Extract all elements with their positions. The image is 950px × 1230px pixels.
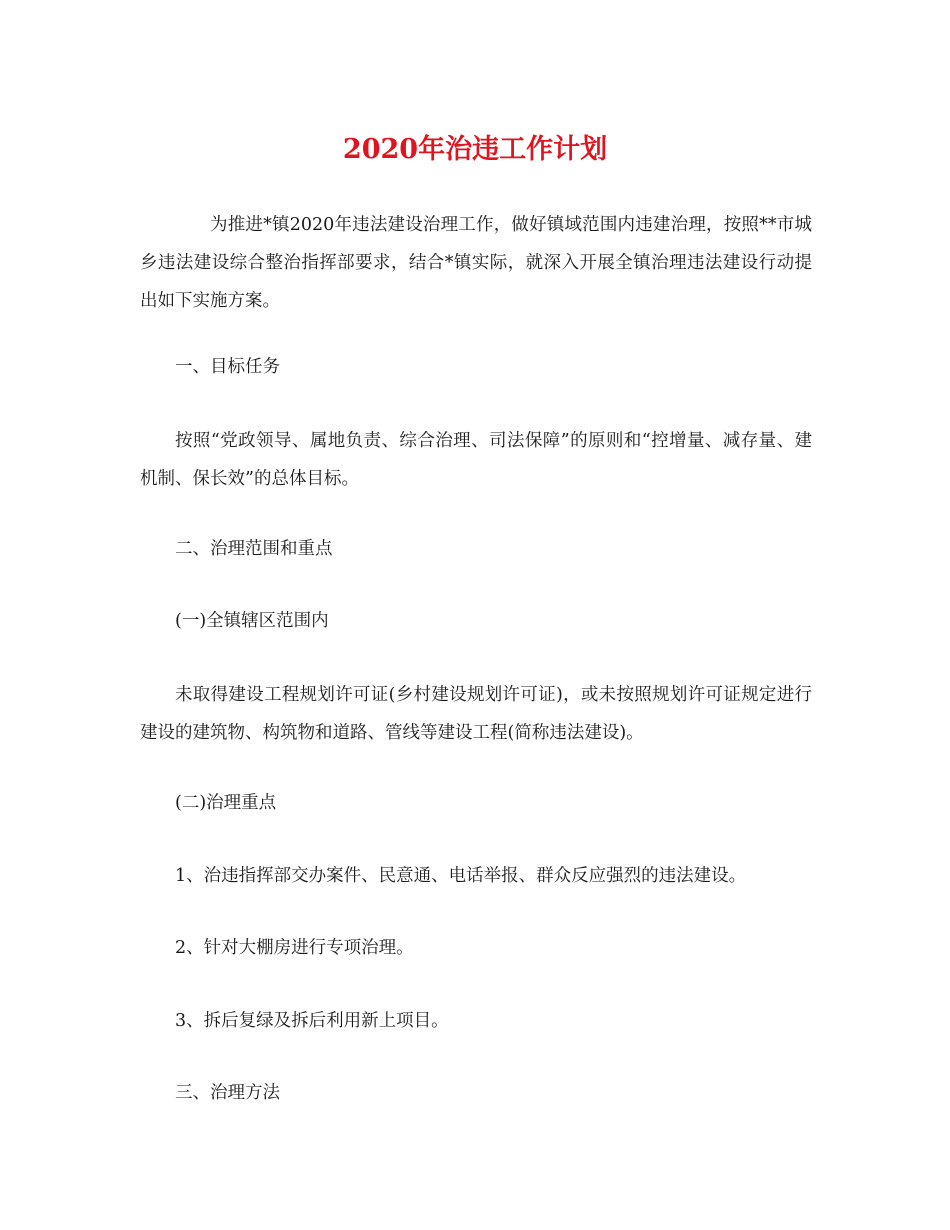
section-heading-scope: 二、治理范围和重点 bbox=[175, 539, 333, 559]
list-item: 1、治违指挥部交办案件、民意通、电话举报、群众反应强烈的违法建设。 bbox=[175, 866, 747, 886]
list-item: 2、针对大棚房进行专项治理。 bbox=[175, 938, 414, 958]
subsection-heading-area: (一)全镇辖区范围内 bbox=[175, 611, 329, 631]
subsection-heading-focus: (二)治理重点 bbox=[175, 793, 277, 813]
section-heading-methods: 三、治理方法 bbox=[175, 1083, 280, 1103]
section-heading-goals: 一、目标任务 bbox=[175, 357, 280, 377]
goals-paragraph: 按照“党政领导、属地负责、综合治理、司法保障”的原则和“控增量、减存量、建机制、保长效”的总体目标。 bbox=[140, 431, 812, 489]
area-paragraph: 未取得建设工程规划许可证(乡村建设规划许可证)，或未按照规划许可证规定进行建设的建筑物、构筑物和道路、管线等建设工程(简称违法建设)。 bbox=[140, 685, 812, 743]
intro-paragraph: 为推进*镇2020年违法建设治理工作，做好镇域范围内违建治理，按照**市城乡违法建设综合整治指挥部要求，结合*镇实际，就深入开展全镇治理违法建设行动提出如下实施方案。 bbox=[140, 215, 812, 311]
list-item: 3、拆后复绿及拆后利用新上项目。 bbox=[175, 1011, 449, 1031]
document-title: 2020年治违工作计划 bbox=[342, 134, 608, 165]
